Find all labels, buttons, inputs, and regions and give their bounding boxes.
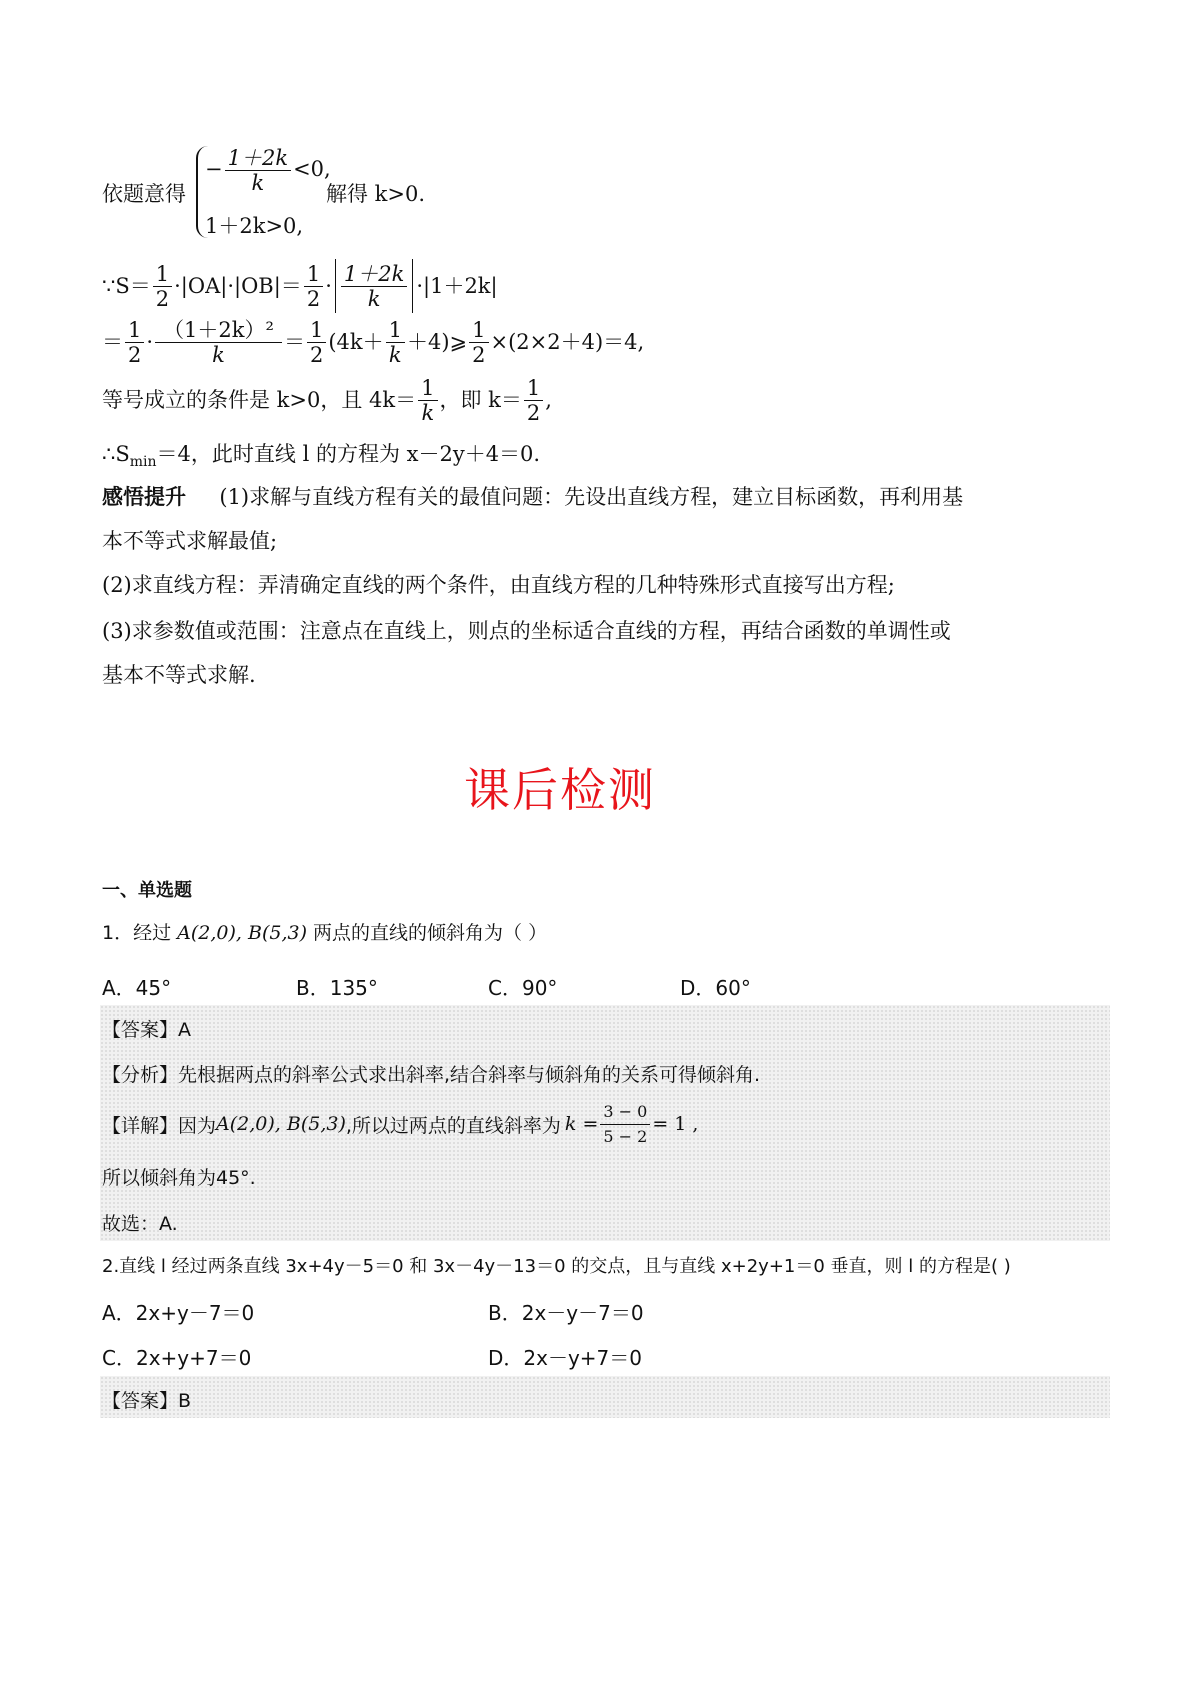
abs-term: ·|1＋2k| (416, 274, 498, 298)
q2-option-a[interactable]: A．2x+y－7＝0 (102, 1301, 255, 1325)
q1-option-a[interactable]: A．45° (102, 976, 172, 1000)
area-formula-line: ∵S＝ $\frac{1}{2}$ ·|OA|·|OB|＝ $\frac{1}{2}$ · $\frac{1+2k}{k}$ ·|1＋2k| (102, 258, 498, 314)
system-result: 解得 k>0. (326, 182, 426, 206)
q1-detail-prefix: 【详解】因为 (102, 1114, 217, 1137)
insight-paragraph-3: (3)求参数值或范围：注意点在直线上，则点的坐标适合直线的方程，再结合函数的单调性或 (102, 619, 951, 643)
k-equals-text: ，即 k＝ (439, 388, 522, 412)
section-heading: 一、单选题 (102, 880, 192, 901)
min-value-result: ×(2×2＋4)＝4, (490, 330, 645, 354)
conclusion-text: ＝4，此时直线 l 的方程为 x－2y＋4＝0. (156, 442, 541, 466)
half-numerator-6: 1 (524, 376, 543, 401)
comma: , (545, 388, 552, 412)
equals-sign: ＝ (102, 330, 123, 354)
square-fraction-numerator: （1＋2k）² (155, 318, 282, 343)
insight-text-1b: 本不等式求解最值; (102, 529, 278, 553)
section-title: 课后检测 (464, 763, 656, 817)
equals-sign-2: ＝ (283, 330, 305, 354)
q1-slope-result: = 1 , (652, 1113, 699, 1135)
half-denominator-5: 2 (472, 342, 486, 367)
half-numerator-5: 1 (469, 318, 488, 343)
half-numerator-4: 1 (307, 318, 326, 343)
q1-stem-prefix: 1．经过 (102, 922, 172, 944)
reciprocal-denominator-2: k (421, 400, 435, 425)
q1-slope-numerator: 3 − 0 (600, 1100, 650, 1125)
q1-detail-mid: ,所以过两点的直线斜率为 (345, 1114, 561, 1137)
q1-option-d[interactable]: D．60° (680, 976, 751, 1000)
q2-option-c[interactable]: C．2x+y+7＝0 (102, 1346, 252, 1370)
q1-answer: 【答案】A (102, 1019, 191, 1041)
half-denominator: 2 (155, 286, 170, 311)
conclusion-line (102, 440, 540, 476)
inequality-line: ＝ $\frac{1}{2}$ · $\frac{\text{（1＋2k）²}}{k}$ ＝ $\frac{1}{2}$ (4k＋ $\frac{1}{k}$ ＋4)⩾ $\frac{1}{2}$ ×(2×2＋4)＝4, (102, 317, 645, 367)
q1-option-c[interactable]: C．90° (488, 976, 558, 1000)
min-subscript: min (129, 454, 157, 471)
fraction-numerator: 1＋2k (225, 146, 291, 171)
oa-ob-product: ·|OA|·|OB|＝ (174, 274, 302, 298)
abs-bar-left (335, 259, 336, 313)
question-1-stem (102, 919, 547, 947)
reciprocal-numerator: 1 (386, 318, 405, 343)
abs-fraction-denominator: k (367, 286, 381, 311)
half-denominator-4: 2 (309, 342, 324, 367)
solution-condition-label: 依题意得 (102, 182, 186, 206)
insight-paragraph-2: (2)求直线方程：弄清确定直线的两个条件，由直线方程的几种特殊形式直接写出方程; (102, 573, 895, 597)
equality-condition-text: 等号成立的条件是 k>0，且 4k＝ (102, 388, 417, 412)
therefore-s: ∴S (102, 442, 130, 466)
q1-choose: 故选：A. (102, 1213, 178, 1235)
q1-slope-denominator: 5 − 2 (603, 1126, 648, 1146)
q1-analysis: 【分析】先根据两点的斜率公式求出斜率,结合斜率与倾斜角的关系可得倾斜角. (102, 1064, 761, 1086)
bracket-close: ＋4)⩾ (406, 330, 468, 354)
insight-paragraph-1 (102, 483, 963, 511)
abs-bar-right (412, 259, 413, 313)
q1-detail (102, 1098, 698, 1150)
bracket-term: (4k＋ (328, 330, 384, 354)
fraction-denominator: k (251, 171, 265, 195)
insight-text-3b: 基本不等式求解. (102, 663, 256, 687)
q1-detail-2: 所以倾斜角为45°. (102, 1167, 256, 1189)
insight-label: 感悟提升 (102, 485, 186, 509)
q2-option-b[interactable]: B．2x－y－7＝0 (488, 1301, 644, 1325)
system-row-2: 1＋2k>0, (205, 214, 304, 238)
half-numerator: 1 (153, 262, 172, 287)
q2-answer-block (100, 1376, 1110, 1418)
area-symbol: ∵S＝ (102, 274, 151, 298)
q1-points: A(2,0), B(5,3) (177, 922, 307, 944)
question-2-stem: 2.直线 l 经过两条直线 3x+4y－5＝0 和 3x－4y－13＝0 的交点，且与直线 x+2y+1＝0 垂直，则 l 的方程是( ) (102, 1256, 1011, 1277)
system-row-1 (205, 146, 331, 195)
reciprocal-numerator-2: 1 (418, 376, 437, 401)
half-denominator-3: 2 (128, 342, 142, 367)
half-denominator-2: 2 (306, 286, 321, 311)
half-numerator-3: 1 (125, 318, 144, 343)
q1-stem-suffix: 两点的直线的倾斜角为（ ） (313, 922, 548, 944)
equality-condition-line (102, 372, 552, 428)
minus-sign: − (205, 157, 223, 181)
q2-answer: 【答案】B (102, 1390, 192, 1412)
half-denominator-6: 2 (526, 400, 541, 425)
reciprocal-denominator: k (388, 342, 402, 367)
q1-detail-points: A(2,0), B(5,3) (216, 1113, 346, 1135)
insight-text-1a: (1)求解与直线方程有关的最值问题：先设出直线方程，建立目标函数，再利用基 (219, 485, 964, 509)
square-fraction-denominator: k (212, 342, 225, 367)
q1-slope-k: k = (564, 1113, 599, 1135)
q1-option-b[interactable]: B．135° (296, 976, 378, 1000)
q2-option-d[interactable]: D．2x－y+7＝0 (488, 1346, 643, 1370)
half-numerator-2: 1 (304, 262, 323, 287)
inequality-tail: <0, (293, 157, 331, 181)
abs-fraction-numerator: 1＋2k (341, 262, 407, 287)
